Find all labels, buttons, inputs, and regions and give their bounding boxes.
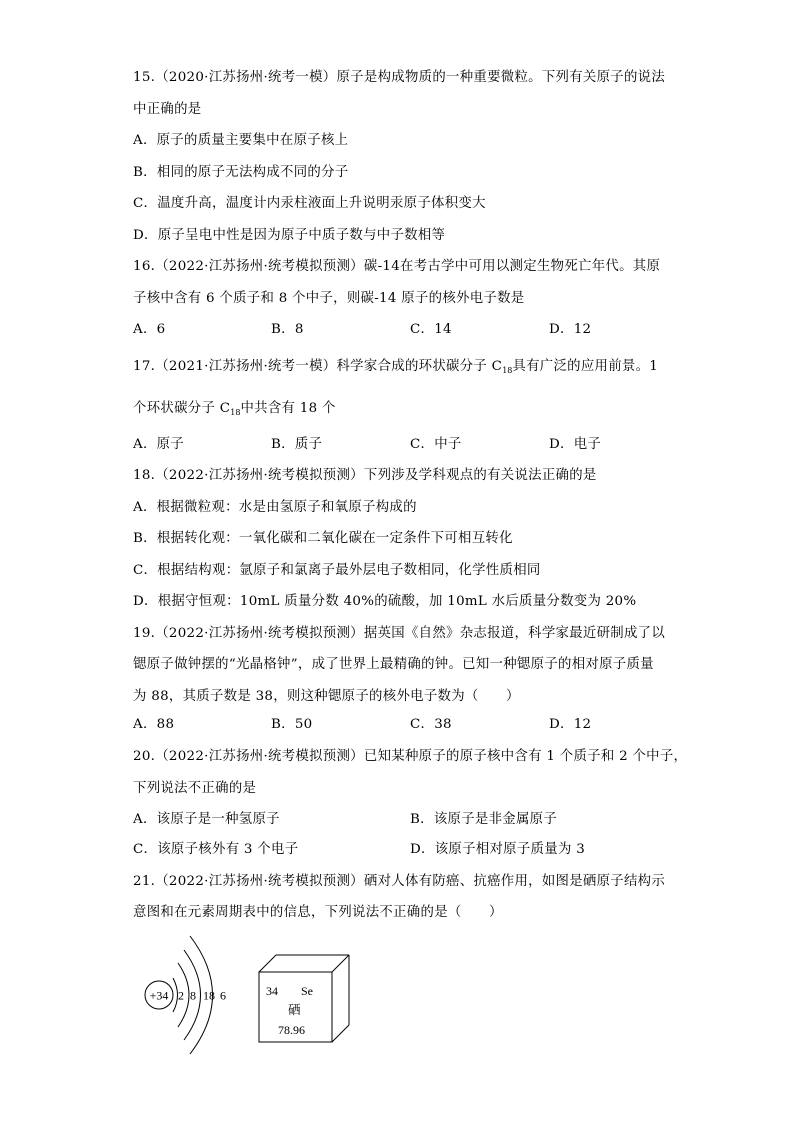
- q15-option-c: C．温度升高，温度计内汞柱液面上升说明汞原子体积变大: [133, 196, 486, 211]
- q18-stem-line1: 18.（2022·江苏扬州·统考模拟预测）下列涉及学科观点的有关说法正确的是: [133, 468, 597, 483]
- q15-option-a: A．原子的质量主要集中在原子核上: [133, 133, 349, 148]
- q16-option-d: D．12: [549, 322, 592, 337]
- q16-stem-line1: 16.（2022·江苏扬州·统考模拟预测）碳-14在考古学中可用以测定生物死亡年代。其原: [133, 259, 661, 274]
- q19-option-c: C．38: [410, 717, 452, 732]
- shell-electrons-4: 6: [220, 988, 226, 1003]
- q19-option-d: D．12: [549, 717, 592, 732]
- q15-stem-line1: 15.（2020·江苏扬州·统考一模）原子是构成物质的一种重要微粒。下列有关原子的说法: [133, 70, 666, 85]
- q19-option-b: B．50: [271, 717, 313, 732]
- q18-option-a: A．根据微粒观：水是由氢原子和氧原子构成的: [133, 500, 417, 515]
- q21-stem-line1: 21.（2022·江苏扬州·统考模拟预测）硒对人体有防癌、抗癌作用，如图是硒原子结构示: [133, 874, 666, 889]
- shell-electrons-1: 2: [178, 988, 184, 1003]
- q17-option-c: C．中子: [410, 437, 462, 452]
- q16-option-c: C．14: [410, 322, 452, 337]
- electron-shell-arc-1: [173, 978, 178, 1012]
- q19-option-a: A．88: [133, 717, 175, 732]
- q18-option-b: B．根据转化观：一氧化碳和二氧化碳在一定条件下可相互转化: [133, 531, 513, 546]
- shell-electrons-2: 8: [190, 988, 196, 1003]
- atomic-structure-diagram: [145, 936, 226, 1054]
- nucleus-charge: +34: [149, 988, 169, 1003]
- q20-option-c: C．该原子核外有 3 个电子: [133, 842, 299, 857]
- element-name: 硒: [288, 1003, 301, 1017]
- q18-option-c: C．根据结构观：氩原子和氯离子最外层电子数相同，化学性质相同: [133, 563, 541, 578]
- nucleus-circle: [145, 981, 173, 1009]
- q20-option-a: A．该原子是一种氢原子: [133, 812, 280, 827]
- q17-option-d: D．电子: [549, 437, 602, 452]
- q17-option-b: B．质子: [271, 437, 323, 452]
- q20-stem-line1: 20.（2022·江苏扬州·统考模拟预测）已知某种原子的原子核中含有 1 个质子和 2 个中子，: [133, 749, 688, 764]
- q19-stem-line3: 为 88，其质子数是 38，则这种锶原子的核外电子数为（ ）: [133, 689, 520, 704]
- q17-stem-line2: 个环状碳分子 $C_{18}$中共含有 18 个: [133, 401, 336, 417]
- q20-option-b: B．该原子是非金属原子: [410, 812, 558, 827]
- electron-shell-arc-2: [178, 963, 189, 1027]
- atomic-mass: 78.96: [278, 1023, 305, 1037]
- periodic-table-tile: [259, 955, 349, 1042]
- shell-electrons-3: 18: [203, 988, 215, 1003]
- element-symbol: Se: [301, 984, 313, 998]
- q20-stem-line2: 下列说法不正确的是: [133, 781, 257, 796]
- electron-shell-arc-3: [184, 950, 201, 1040]
- q15-stem-line2: 中正确的是: [133, 102, 202, 117]
- q15-option-d: D．原子呈电中性是因为原子中质子数与中子数相等: [133, 228, 446, 243]
- q16-stem-line2: 子核中含有 6 个质子和 8 个中子，则碳-14 原子的核外电子数是: [133, 291, 525, 306]
- atomic-number: 34: [266, 984, 278, 998]
- q19-stem-line1: 19.（2022·江苏扬州·统考模拟预测）据英国《自然》杂志报道，科学家最近研制成了以: [133, 626, 666, 641]
- q17-stem-line1: 17.（2021·江苏扬州·统考一模）科学家合成的环状碳分子 $C_{18}$具有广泛的应用前景。1: [133, 359, 659, 375]
- q21-stem-line2: 意图和在元素周期表中的信息，下列说法不正确的是（ ）: [133, 905, 503, 920]
- electron-shell-arc-4: [190, 936, 213, 1054]
- q16-option-a: A．6: [133, 322, 166, 337]
- q16-option-b: B．8: [271, 322, 304, 337]
- q15-option-b: B．相同的原子无法构成不同的分子: [133, 165, 349, 180]
- q19-stem-line2: 锶原子做钟摆的“光晶格钟”，成了世界上最精确的钟。已知一种锶原子的相对原子质量: [133, 657, 654, 672]
- q18-option-d: D．根据守恒观：10mL 质量分数 40%的硫酸，加 10mL 水后质量分数变为 20%: [133, 594, 637, 609]
- q17-option-a: A．原子: [133, 437, 185, 452]
- q20-option-d: D．该原子相对原子质量为 3: [410, 842, 586, 857]
